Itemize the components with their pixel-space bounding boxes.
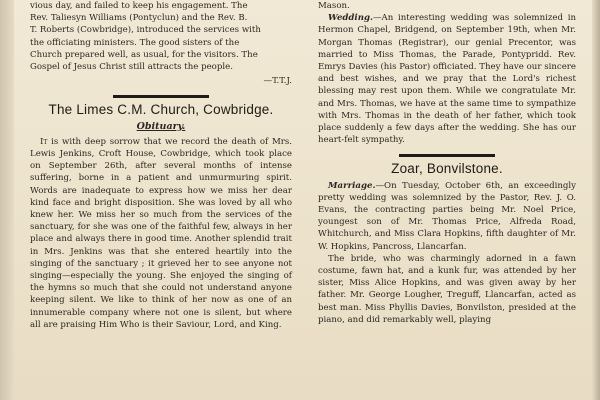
text-line: Mason. <box>318 1 350 11</box>
marriage-text: —On Tuesday, October 6th, an exceedingly pretty wedding was solemnized by the Pastor, Rev. J. O. Evans, the contracting parties being Mr. Noel Price, youngest son of Mr. Thomas Price, Alfreda Road, Whitchurch, and Miss Clara Hopkins, fifth daughter of Mr. W. Hopkins, Pancross, Llancarfan. <box>318 180 576 252</box>
text-line: the officiating ministers. The good sisters of the <box>30 37 240 48</box>
wedding-text: —An interesting wedding was solemnized in Hermon Chapel, Bridgend, on September 19th, when Mr. Morgan Thomas (Registrar), our genial Precentor, was married to Miss Thomas, the Parade, Pontypridd. Rev. Emrys Davies (his Pastor) officiated. They have our sincere and best wishes, and we pray that the Lord's richest blessing may rest upon them. While we congratulate Mr. and Mrs. Thomas, we have at the same time to sympathize with Mrs. Thomas in the death of her father, which took place suddenly a few days after the wedding. She has our heart-felt sympathy. <box>318 13 576 146</box>
page-right-edge <box>592 0 600 400</box>
text-line: T. Roberts (Cowbridge), introduced the services with <box>30 25 261 36</box>
page-left-edge <box>0 0 14 400</box>
text-line: Church prepared well, as usual, for the visitors. The <box>30 49 258 60</box>
section-heading-zoar: Zoar, Bonvilstone. <box>391 161 503 177</box>
left-top-text <box>30 0 292 87</box>
section-heading-limes: The Limes C.M. Church, Cowbridge. <box>48 102 274 118</box>
section-divider <box>399 154 495 157</box>
marriage-paragraph <box>318 180 576 253</box>
obituary-text: is with deep sorrow that we record the death of Mrs. Lewis Jenkins, Croft House, Cowbridge, which took place on September 26th, after several months of intense suffering, borne in a patient and unmurmuring spirit. Words are inadequate to express how we miss her dear kind face and bright disposition. She was loved by all who knew her. We miss her so much from the services of the sanctuary, for she was one of the faithful few, always in her place and always there in good time. Another splendid trait in Mrs. Jenkins was that she entered heartily into the singing of the sanctuary ; it grieved her to see anyone not singing—especially the young. She enjoyed the singing of the hymns so much that she could not understand anyone keeping silent. We like to think of her now as one of an innumerable company where not one is silent, but where all are praising Him Who is their Saviour, Lord, and King. <box>30 136 292 330</box>
section-divider <box>113 95 209 98</box>
right-column <box>318 0 576 326</box>
subheading-obituary: Obituary. <box>136 120 186 132</box>
obituary-paragraph <box>30 136 292 331</box>
wedding-paragraph <box>318 12 576 146</box>
bride-paragraph: The bride, who was charmingly adorned in a fawn costume, fawn hat, and a kunk fur, was attended by her sister, Miss Alice Hopkins, and was given away by her father. Mr. George Lougher, Treguff, Llancarfan, acted as best man. Miss Phyllis Davies, Bonvilston, presided at the piano, and did remarkably well, playing <box>318 253 576 325</box>
text-line: vious day, and failed to keep his engagement. The <box>30 1 248 11</box>
drop-word: It <box>40 136 48 147</box>
text-line: Rev. Taliesyn Williams (Pontyclun) and the Rev. B. <box>30 13 248 24</box>
wedding-lead: Wedding. <box>328 13 373 24</box>
left-column <box>30 0 292 331</box>
signature: —T.T.J. <box>263 76 292 87</box>
text-line: Gospel of Jesus Christ still attracts the people. <box>30 62 233 73</box>
marriage-lead: Marriage. <box>328 180 376 191</box>
